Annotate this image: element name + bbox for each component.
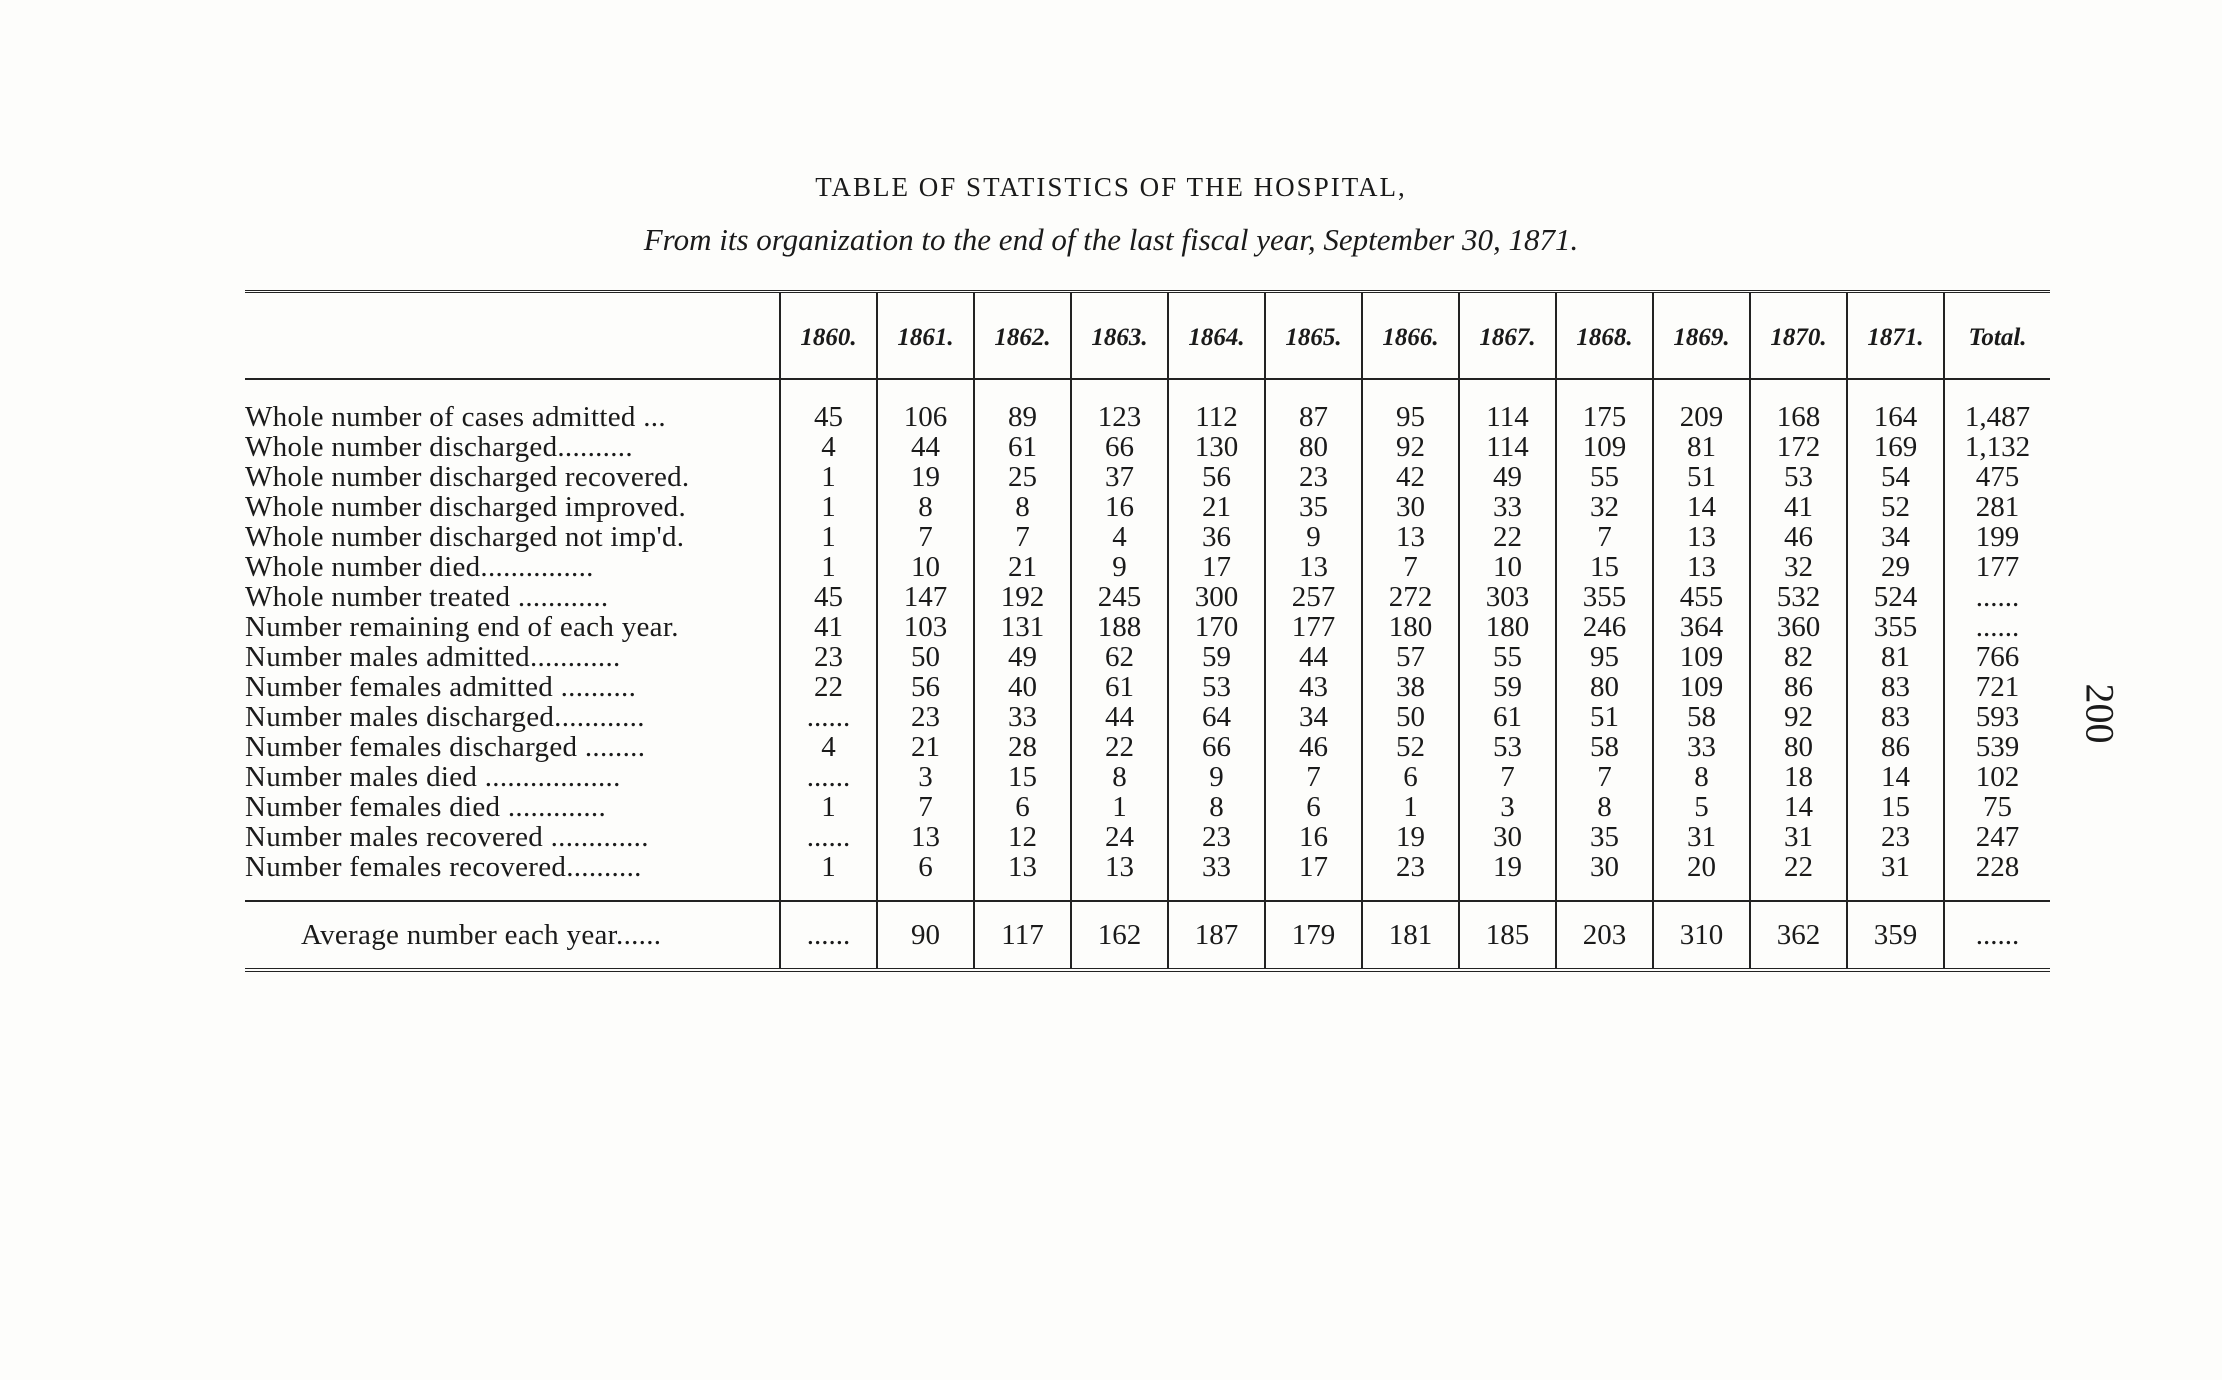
table-cell: 83 xyxy=(1847,672,1944,702)
table-cell: 75 xyxy=(1944,792,2050,822)
table-cell: 8 xyxy=(1653,762,1750,792)
table-cell: ...... xyxy=(780,762,877,792)
table-cell: 1,132 xyxy=(1944,432,2050,462)
table-cell: 43 xyxy=(1265,672,1362,702)
table-cell: 16 xyxy=(1265,822,1362,852)
table-cell: 300 xyxy=(1168,582,1265,612)
table-cell: 539 xyxy=(1944,732,2050,762)
row-label: Number males died .................. xyxy=(245,762,621,792)
table-cell: 1 xyxy=(780,792,877,822)
table-cell: 355 xyxy=(1556,582,1653,612)
table-cell: 9 xyxy=(1168,762,1265,792)
table-row xyxy=(245,792,2050,822)
table-cell: 9 xyxy=(1265,522,1362,552)
row-label: Whole number died............... xyxy=(245,552,594,582)
table-cell: 35 xyxy=(1556,822,1653,852)
table-cell: 61 xyxy=(1071,672,1168,702)
table-cell: 92 xyxy=(1362,432,1459,462)
table-cell: 14 xyxy=(1847,762,1944,792)
table-cell: 38 xyxy=(1362,672,1459,702)
table-cell: 61 xyxy=(974,432,1071,462)
table-cell: 168 xyxy=(1750,379,1847,432)
page-number: 200 xyxy=(2077,683,2123,744)
table-cell: 25 xyxy=(974,462,1071,492)
average-cell: 362 xyxy=(1750,901,1847,970)
table-cell: 106 xyxy=(877,379,974,432)
column-header: Total. xyxy=(1944,292,2050,380)
table-cell: 360 xyxy=(1750,612,1847,642)
table-row xyxy=(245,822,2050,852)
table-cell: 112 xyxy=(1168,379,1265,432)
table-cell: 56 xyxy=(877,672,974,702)
table-cell: 21 xyxy=(877,732,974,762)
table-cell: 49 xyxy=(974,642,1071,672)
table-cell: 95 xyxy=(1556,642,1653,672)
table-cell: 66 xyxy=(1071,432,1168,462)
table-cell: 109 xyxy=(1556,432,1653,462)
table-row xyxy=(245,642,2050,672)
table-cell: 524 xyxy=(1847,582,1944,612)
table-cell: 44 xyxy=(877,432,974,462)
table-cell: 41 xyxy=(780,612,877,642)
average-cell: ...... xyxy=(1944,901,2050,970)
table-cell: 24 xyxy=(1071,822,1168,852)
table-cell: 13 xyxy=(1071,852,1168,901)
table-cell: 81 xyxy=(1653,432,1750,462)
column-header: 1870. xyxy=(1750,292,1847,380)
column-header: 1871. xyxy=(1847,292,1944,380)
table-cell: 61 xyxy=(1459,702,1556,732)
row-label: Number females died ............. xyxy=(245,792,607,822)
table-cell: 34 xyxy=(1847,522,1944,552)
table-cell: 89 xyxy=(974,379,1071,432)
table-cell: 147 xyxy=(877,582,974,612)
table-cell: 53 xyxy=(1750,462,1847,492)
row-label: Number females admitted .......... xyxy=(245,672,637,702)
table-row xyxy=(245,462,2050,492)
table-cell: 170 xyxy=(1168,612,1265,642)
table-cell: 46 xyxy=(1265,732,1362,762)
table-cell: 23 xyxy=(1362,852,1459,901)
table-cell: 56 xyxy=(1168,462,1265,492)
table-cell: 55 xyxy=(1556,462,1653,492)
table-cell: 7 xyxy=(877,792,974,822)
column-header: 1864. xyxy=(1168,292,1265,380)
table-cell: 30 xyxy=(1459,822,1556,852)
column-header: 1860. xyxy=(780,292,877,380)
table-cell: 31 xyxy=(1750,822,1847,852)
table-cell: 64 xyxy=(1168,702,1265,732)
table-cell: 103 xyxy=(877,612,974,642)
table-cell: 199 xyxy=(1944,522,2050,552)
average-cell: 359 xyxy=(1847,901,1944,970)
table-cell: 49 xyxy=(1459,462,1556,492)
table-cell: 766 xyxy=(1944,642,2050,672)
column-header: 1866. xyxy=(1362,292,1459,380)
table-row xyxy=(245,552,2050,582)
table-cell: 12 xyxy=(974,822,1071,852)
table-cell: 17 xyxy=(1265,852,1362,901)
table-cell: 6 xyxy=(1265,792,1362,822)
row-label: Whole number discharged not imp'd. xyxy=(245,522,685,552)
table-cell: 7 xyxy=(1556,522,1653,552)
table-cell: 23 xyxy=(1168,822,1265,852)
table-cell: 82 xyxy=(1750,642,1847,672)
table-cell: 80 xyxy=(1750,732,1847,762)
average-cell: 181 xyxy=(1362,901,1459,970)
statistics-table xyxy=(245,290,2050,972)
table-cell: 51 xyxy=(1653,462,1750,492)
table-cell: 3 xyxy=(1459,792,1556,822)
table-cell: 114 xyxy=(1459,432,1556,462)
column-header: 1862. xyxy=(974,292,1071,380)
table-cell: 257 xyxy=(1265,582,1362,612)
average-cell: 185 xyxy=(1459,901,1556,970)
average-cell: ...... xyxy=(780,901,877,970)
table-cell: 58 xyxy=(1556,732,1653,762)
table-cell: 8 xyxy=(877,492,974,522)
table-cell: 44 xyxy=(1071,702,1168,732)
table-cell: 32 xyxy=(1750,552,1847,582)
table-cell: 272 xyxy=(1362,582,1459,612)
table-row xyxy=(245,582,2050,612)
table-cell: 81 xyxy=(1847,642,1944,672)
table-cell: 1 xyxy=(780,462,877,492)
table-cell: 209 xyxy=(1653,379,1750,432)
table-cell: 364 xyxy=(1653,612,1750,642)
table-cell: 7 xyxy=(877,522,974,552)
table-cell: 228 xyxy=(1944,852,2050,901)
table-cell: 1 xyxy=(780,552,877,582)
table-cell: 53 xyxy=(1168,672,1265,702)
table-cell: 54 xyxy=(1847,462,1944,492)
table-row xyxy=(245,522,2050,552)
table-cell: 33 xyxy=(1653,732,1750,762)
table-cell: 8 xyxy=(1168,792,1265,822)
average-row xyxy=(245,901,2050,970)
table-cell: 180 xyxy=(1362,612,1459,642)
table-cell: 86 xyxy=(1847,732,1944,762)
table-cell: 19 xyxy=(1459,852,1556,901)
average-cell: 90 xyxy=(877,901,974,970)
table-cell: 169 xyxy=(1847,432,1944,462)
table-cell: 13 xyxy=(1653,552,1750,582)
table-cell: 13 xyxy=(1362,522,1459,552)
column-header: 1869. xyxy=(1653,292,1750,380)
table-cell: 109 xyxy=(1653,642,1750,672)
row-label: Whole number discharged improved. xyxy=(245,492,687,522)
row-label: Number females recovered.......... xyxy=(245,852,642,883)
table-cell: 22 xyxy=(1459,522,1556,552)
table-cell: 13 xyxy=(1265,552,1362,582)
table-cell: 1 xyxy=(1071,792,1168,822)
table-cell: 14 xyxy=(1653,492,1750,522)
table-cell: 58 xyxy=(1653,702,1750,732)
table-row xyxy=(245,852,2050,901)
table-header-row xyxy=(245,292,2050,380)
average-cell: 310 xyxy=(1653,901,1750,970)
row-label: Number males recovered ............. xyxy=(245,822,649,852)
table-cell: 41 xyxy=(1750,492,1847,522)
row-label: Whole number of cases admitted ... xyxy=(245,401,666,432)
table-cell: 53 xyxy=(1459,732,1556,762)
average-cell: 179 xyxy=(1265,901,1362,970)
column-header: 1863. xyxy=(1071,292,1168,380)
table-cell: 33 xyxy=(974,702,1071,732)
table-cell: 50 xyxy=(1362,702,1459,732)
table-cell: 18 xyxy=(1750,762,1847,792)
table-cell: 6 xyxy=(974,792,1071,822)
table-cell: 3 xyxy=(877,762,974,792)
table-cell: 455 xyxy=(1653,582,1750,612)
table-title: TABLE OF STATISTICS OF THE HOSPITAL, xyxy=(815,172,1407,202)
table-cell: 1 xyxy=(780,522,877,552)
table-cell: 5 xyxy=(1653,792,1750,822)
table-cell: 6 xyxy=(1362,762,1459,792)
average-cell: 162 xyxy=(1071,901,1168,970)
table-cell: 281 xyxy=(1944,492,2050,522)
table-cell: 45 xyxy=(780,582,877,612)
table-row xyxy=(245,672,2050,702)
table-cell: 175 xyxy=(1556,379,1653,432)
table-cell: 22 xyxy=(1071,732,1168,762)
table-cell: 59 xyxy=(1459,672,1556,702)
table-cell: 131 xyxy=(974,612,1071,642)
table-cell: 34 xyxy=(1265,702,1362,732)
table-cell: 37 xyxy=(1071,462,1168,492)
table-cell: 15 xyxy=(1556,552,1653,582)
table-cell: 16 xyxy=(1071,492,1168,522)
table-cell: 21 xyxy=(974,552,1071,582)
column-header: 1867. xyxy=(1459,292,1556,380)
average-cell: 187 xyxy=(1168,901,1265,970)
table-cell: 36 xyxy=(1168,522,1265,552)
statistics-table-container xyxy=(245,290,2050,972)
row-label: Number remaining end of each year. xyxy=(245,612,679,642)
table-cell: 123 xyxy=(1071,379,1168,432)
table-cell: 9 xyxy=(1071,552,1168,582)
table-cell: 164 xyxy=(1847,379,1944,432)
table-cell: 87 xyxy=(1265,379,1362,432)
table-cell: 55 xyxy=(1459,642,1556,672)
table-cell: 66 xyxy=(1168,732,1265,762)
table-cell: 109 xyxy=(1653,672,1750,702)
average-cell: 203 xyxy=(1556,901,1653,970)
table-cell: 83 xyxy=(1847,702,1944,732)
table-cell: 80 xyxy=(1556,672,1653,702)
table-cell: 475 xyxy=(1944,462,2050,492)
table-row xyxy=(245,492,2050,522)
table-row xyxy=(245,379,2050,432)
table-cell: 177 xyxy=(1265,612,1362,642)
table-cell: 246 xyxy=(1556,612,1653,642)
table-cell: 7 xyxy=(1362,552,1459,582)
column-header: 1861. xyxy=(877,292,974,380)
table-cell: 29 xyxy=(1847,552,1944,582)
table-cell: 44 xyxy=(1265,642,1362,672)
table-cell: 114 xyxy=(1459,379,1556,432)
table-cell: 8 xyxy=(1556,792,1653,822)
table-cell: 10 xyxy=(877,552,974,582)
table-cell: 8 xyxy=(974,492,1071,522)
table-cell: 17 xyxy=(1168,552,1265,582)
table-cell: 4 xyxy=(780,732,877,762)
table-cell: 33 xyxy=(1459,492,1556,522)
table-cell: 19 xyxy=(1362,822,1459,852)
table-cell: 45 xyxy=(780,379,877,432)
table-cell: 86 xyxy=(1750,672,1847,702)
table-cell: 7 xyxy=(1459,762,1556,792)
table-cell: 22 xyxy=(1750,852,1847,901)
table-cell: 4 xyxy=(1071,522,1168,552)
column-header: 1868. xyxy=(1556,292,1653,380)
table-cell: 42 xyxy=(1362,462,1459,492)
table-cell: 40 xyxy=(974,672,1071,702)
table-cell: 13 xyxy=(877,822,974,852)
table-cell: 13 xyxy=(1653,522,1750,552)
table-cell: 8 xyxy=(1071,762,1168,792)
table-cell: ...... xyxy=(1944,612,2050,642)
table-cell: 1 xyxy=(780,492,877,522)
table-cell: 130 xyxy=(1168,432,1265,462)
table-cell: 23 xyxy=(877,702,974,732)
table-cell: 180 xyxy=(1459,612,1556,642)
table-cell: ...... xyxy=(780,702,877,732)
table-cell: 1 xyxy=(1362,792,1459,822)
table-cell: 188 xyxy=(1071,612,1168,642)
table-cell: 92 xyxy=(1750,702,1847,732)
table-cell: 59 xyxy=(1168,642,1265,672)
row-label: Whole number discharged recovered. xyxy=(245,462,690,492)
table-cell: 7 xyxy=(974,522,1071,552)
table-cell: 355 xyxy=(1847,612,1944,642)
table-cell: 35 xyxy=(1265,492,1362,522)
table-cell: 23 xyxy=(1847,822,1944,852)
column-header: 1865. xyxy=(1265,292,1362,380)
table-cell: 50 xyxy=(877,642,974,672)
table-subtitle: From its organization to the end of the last fiscal year, September 30, 1871. xyxy=(643,222,1579,257)
table-cell: 593 xyxy=(1944,702,2050,732)
table-row xyxy=(245,612,2050,642)
table-cell: 177 xyxy=(1944,552,2050,582)
table-cell: 57 xyxy=(1362,642,1459,672)
table-cell: 30 xyxy=(1362,492,1459,522)
table-cell: 247 xyxy=(1944,822,2050,852)
table-cell: 20 xyxy=(1653,852,1750,901)
header-blank-cell xyxy=(245,292,780,380)
table-cell: 245 xyxy=(1071,582,1168,612)
row-label: Number males discharged............ xyxy=(245,702,645,732)
table-cell: 532 xyxy=(1750,582,1847,612)
table-cell: 33 xyxy=(1168,852,1265,901)
table-cell: 14 xyxy=(1750,792,1847,822)
table-row xyxy=(245,762,2050,792)
table-cell: 7 xyxy=(1556,762,1653,792)
table-cell: 23 xyxy=(1265,462,1362,492)
table-cell: 52 xyxy=(1847,492,1944,522)
table-cell: 15 xyxy=(974,762,1071,792)
row-label: Number males admitted............ xyxy=(245,642,621,672)
table-cell: 22 xyxy=(780,672,877,702)
table-cell: ...... xyxy=(780,822,877,852)
table-cell: 52 xyxy=(1362,732,1459,762)
table-cell: 19 xyxy=(877,462,974,492)
table-cell: 15 xyxy=(1847,792,1944,822)
table-cell: 102 xyxy=(1944,762,2050,792)
table-cell: 7 xyxy=(1265,762,1362,792)
average-row-label: Average number each year...... xyxy=(245,901,780,970)
table-cell: 46 xyxy=(1750,522,1847,552)
table-row xyxy=(245,702,2050,732)
table-cell: 30 xyxy=(1556,852,1653,901)
table-cell: 10 xyxy=(1459,552,1556,582)
table-cell: 62 xyxy=(1071,642,1168,672)
table-cell: ...... xyxy=(1944,582,2050,612)
table-cell: 28 xyxy=(974,732,1071,762)
row-label: Whole number discharged.......... xyxy=(245,432,633,462)
table-cell: 4 xyxy=(780,432,877,462)
table-cell: 32 xyxy=(1556,492,1653,522)
table-cell: 31 xyxy=(1847,852,1944,901)
table-cell: 1 xyxy=(780,852,877,901)
table-cell: 23 xyxy=(780,642,877,672)
table-cell: 6 xyxy=(877,852,974,901)
table-cell: 51 xyxy=(1556,702,1653,732)
average-cell: 117 xyxy=(974,901,1071,970)
row-label: Number females discharged ........ xyxy=(245,732,646,762)
table-cell: 31 xyxy=(1653,822,1750,852)
table-cell: 192 xyxy=(974,582,1071,612)
table-cell: 21 xyxy=(1168,492,1265,522)
table-cell: 303 xyxy=(1459,582,1556,612)
table-cell: 13 xyxy=(974,852,1071,901)
row-label: Whole number treated ............ xyxy=(245,582,609,612)
table-cell: 80 xyxy=(1265,432,1362,462)
table-cell: 721 xyxy=(1944,672,2050,702)
table-cell: 95 xyxy=(1362,379,1459,432)
table-cell: 172 xyxy=(1750,432,1847,462)
table-body xyxy=(245,379,2050,970)
table-cell: 1,487 xyxy=(1944,379,2050,432)
table-row xyxy=(245,432,2050,462)
table-row xyxy=(245,732,2050,762)
